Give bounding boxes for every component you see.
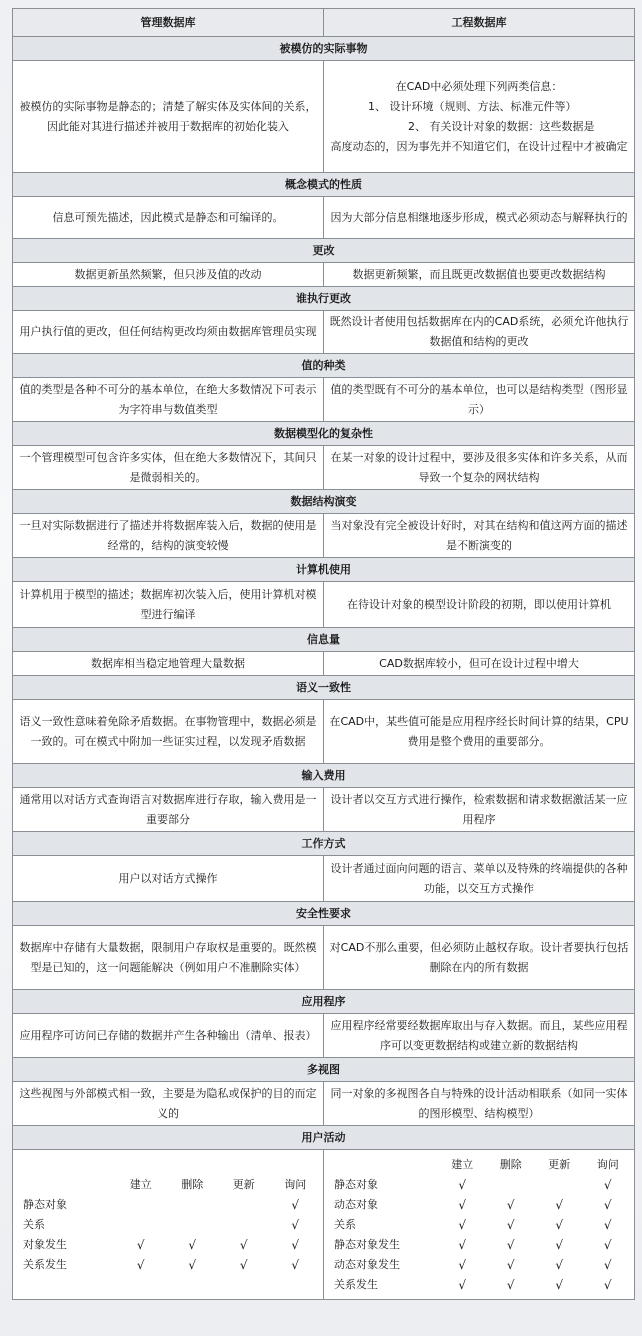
user-activity-column-header: 更新	[232, 1177, 255, 1191]
user-activity-right-table	[326, 1155, 632, 1295]
empty-mark	[167, 1215, 219, 1235]
check-mark-icon: √	[458, 1277, 467, 1292]
check-mark-icon: √	[555, 1197, 564, 1212]
section-title: 数据结构演变	[13, 490, 635, 514]
check-mark-icon: √	[291, 1257, 300, 1272]
section-left-cell: 通常用以对话方式查询语言对数据库进行存取，输入费用是一重要部分	[13, 788, 324, 832]
user-activity-row-label: 关系发生	[23, 1257, 67, 1271]
section-left-cell: 一个管理模型可包含许多实体，但在绝大多数情况下，其间只是微弱相关的。	[13, 446, 324, 490]
user-activity-right	[324, 1150, 635, 1300]
section-right-cell: 数据更新频繁，而且既更改数据值也要更改数据结构	[324, 263, 635, 287]
check-mark-icon: √	[555, 1257, 564, 1272]
user-activity-row-label: 静态对象	[23, 1197, 67, 1211]
check-mark-icon: √	[291, 1217, 300, 1232]
section-right-cell: 既然设计者使用包括数据库在内的CAD系统，必须允许他执行数据值和结构的更改	[324, 311, 635, 354]
user-activity-header-row	[326, 1155, 632, 1175]
header-right: 工程数据库	[324, 9, 635, 37]
check-mark-icon: √	[239, 1237, 248, 1252]
section-right-cell: 在CAD中，某些值可能是应用程序经长时间计算的结果，CPU费用是整个费用的重要部分。	[324, 700, 635, 764]
section-left-cell: 应用程序可访问已存储的数据并产生各种输出（清单、报表）	[13, 1014, 324, 1058]
check-mark-icon: √	[458, 1217, 467, 1232]
table-body	[13, 37, 635, 1300]
user-activity-row-item	[326, 1255, 632, 1275]
check-mark-icon: √	[555, 1217, 564, 1232]
user-activity-row-item	[15, 1235, 321, 1255]
section-title: 输入费用	[13, 764, 635, 788]
check-mark-icon: √	[555, 1277, 564, 1292]
check-mark-icon: √	[458, 1237, 467, 1252]
section-right-cell: 设计者以交互方式进行操作，检索数据和请求数据激活某一应用程序	[324, 788, 635, 832]
user-activity-column-header: 询问	[284, 1177, 307, 1191]
check-mark-icon: √	[555, 1237, 564, 1252]
user-activity-column-header: 询问	[596, 1157, 619, 1171]
user-activity-row-item	[326, 1175, 632, 1195]
check-mark-icon: √	[291, 1237, 300, 1252]
user-activity-row-label: 动态对象	[334, 1197, 378, 1211]
user-activity-corner	[15, 1175, 115, 1195]
check-mark-icon: √	[506, 1217, 515, 1232]
section-title: 数据模型化的复杂性	[13, 422, 635, 446]
section-right-cell: 值的类型既有不可分的基本单位，也可以是结构类型（图形显示）	[324, 378, 635, 422]
user-activity-left	[13, 1150, 324, 1300]
empty-mark	[115, 1215, 167, 1235]
section-right-cell: 在待设计对象的模型设计阶段的初期，即以使用计算机	[324, 582, 635, 628]
check-mark-icon: √	[136, 1257, 145, 1272]
section-title: 应用程序	[13, 990, 635, 1014]
check-mark-icon: √	[506, 1257, 515, 1272]
user-activity-column-header: 建立	[451, 1157, 474, 1171]
user-activity-row-label: 静态对象	[334, 1177, 378, 1191]
empty-mark	[167, 1195, 219, 1215]
user-activity-row-label: 关系发生	[334, 1277, 378, 1291]
section-right-cell: 应用程序经常要经数据库取出与存入数据。而且，某些应用程序可以变更数据结构或建立新的数据结构	[324, 1014, 635, 1058]
user-activity-left-table	[15, 1175, 321, 1275]
section-title-row	[13, 37, 635, 61]
user-activity-right-body	[326, 1155, 632, 1295]
section-right-cell	[324, 61, 635, 173]
empty-mark	[535, 1175, 584, 1195]
check-mark-icon: √	[458, 1257, 467, 1272]
section-left-cell: 被模仿的实际事物是静态的；清楚了解实体及实体间的关系，因此能对其进行描述并被用于数据库的初始化装入	[13, 61, 324, 173]
check-mark-icon: √	[603, 1257, 612, 1272]
section-left-cell: 信息可预先描述，因此模式是静态和可编译的。	[13, 197, 324, 239]
check-mark-icon: √	[188, 1237, 197, 1252]
section-right-cell: 当对象没有完全被设计好时，对其在结构和值这两方面的描述是不断演变的	[324, 514, 635, 558]
check-mark-icon: √	[458, 1177, 467, 1192]
section-right-cell: 在某一对象的设计过程中，要涉及很多实体和许多关系，从而导致一个复杂的网状结构	[324, 446, 635, 490]
user-activity-column-header: 删除	[499, 1157, 522, 1171]
section-right-cell: 设计者通过面向问题的语言、菜单以及特殊的终端提供的各种功能，以交互方式操作	[324, 856, 635, 902]
user-activity-row-item	[326, 1235, 632, 1255]
check-mark-icon: √	[603, 1197, 612, 1212]
section-title: 概念模式的性质	[13, 173, 635, 197]
user-activity-row-item	[326, 1215, 632, 1235]
header-left: 管理数据库	[13, 9, 324, 37]
section-left-cell: 数据更新虽然频繁，但只涉及值的改动	[13, 263, 324, 287]
section-left-cell: 语义一致性意味着免除矛盾数据。在事物管理中，数据必须是一致的。可在模式中附加一些证实过程，以发现矛盾数据	[13, 700, 324, 764]
empty-mark	[218, 1195, 270, 1215]
section-left-cell: 值的类型是各种不可分的基本单位，在绝大多数情况下可表示为字符串与数值类型	[13, 378, 324, 422]
check-mark-icon: √	[291, 1197, 300, 1212]
empty-mark	[487, 1175, 536, 1195]
check-mark-icon: √	[506, 1197, 515, 1212]
check-mark-icon: √	[239, 1257, 248, 1272]
section-title: 语义一致性	[13, 676, 635, 700]
check-mark-icon: √	[506, 1237, 515, 1252]
user-activity-row-label: 动态对象发生	[334, 1257, 400, 1271]
check-mark-icon: √	[458, 1197, 467, 1212]
user-activity-column-header: 建立	[129, 1177, 152, 1191]
section-left-cell: 数据库中存储有大量数据，限制用户存取权是重要的。既然模型是已知的，这一问题能解决（例如用户不准删除实体）	[13, 926, 324, 990]
section-title: 多视图	[13, 1058, 635, 1082]
section-right-line: 1、 设计环境（规则、方法、标准元件等）	[368, 99, 577, 113]
section-title: 更改	[13, 239, 635, 263]
section-title: 安全性要求	[13, 902, 635, 926]
user-activity-row-label: 静态对象发生	[334, 1237, 400, 1251]
check-mark-icon: √	[188, 1257, 197, 1272]
check-mark-icon: √	[136, 1237, 145, 1252]
user-activity-title: 用户活动	[13, 1126, 635, 1150]
header-row	[13, 9, 635, 37]
section-right-line: 在CAD中必须处理下列两类信息：	[395, 79, 563, 93]
section-right-line: 高度动态的，因为事先并不知道它们，在设计过程中才被确定	[330, 139, 628, 153]
empty-mark	[218, 1215, 270, 1235]
section-title: 值的种类	[13, 354, 635, 378]
section-right-cell: 对CAD不那么重要，但必须防止越权存取。设计者要执行包括删除在内的所有数据	[324, 926, 635, 990]
empty-mark	[115, 1195, 167, 1215]
section-title: 谁执行更改	[13, 287, 635, 311]
user-activity-header-row	[15, 1175, 321, 1195]
section-right-cell: 因为大部分信息相继地逐步形成，模式必须动态与解释执行的	[324, 197, 635, 239]
section-left-cell: 这些视图与外部模式相一致，主要是为隐私或保护的目的而定义的	[13, 1082, 324, 1126]
section-content-row	[13, 61, 635, 173]
user-activity-row-label: 关系	[23, 1217, 45, 1231]
user-activity-column-header: 更新	[548, 1157, 571, 1171]
section-left-cell: 一旦对实际数据进行了描述并将数据库装入后，数据的使用是经常的，结构的演变较慢	[13, 514, 324, 558]
user-activity-row-item	[326, 1275, 632, 1295]
user-activity-row	[13, 1150, 635, 1300]
check-mark-icon: √	[603, 1237, 612, 1252]
section-title: 计算机使用	[13, 558, 635, 582]
user-activity-row-label: 关系	[334, 1217, 356, 1231]
check-mark-icon: √	[506, 1277, 515, 1292]
user-activity-column-header: 删除	[181, 1177, 204, 1191]
user-activity-row-item	[15, 1255, 321, 1275]
user-activity-corner	[326, 1155, 438, 1175]
section-left-cell: 数据库相当稳定地管理大量数据	[13, 652, 324, 676]
user-activity-row-item	[15, 1195, 321, 1215]
section-title: 被模仿的实际事物	[13, 37, 635, 61]
section-right-line: 2、 有关设计对象的数据：这些数据是	[408, 119, 595, 133]
section-left-cell: 用户执行值的更改，但任何结构更改均须由数据库管理员实现	[13, 311, 324, 354]
section-title: 信息量	[13, 628, 635, 652]
section-right-cell: CAD数据库较小，但可在设计过程中增大	[324, 652, 635, 676]
check-mark-icon: √	[603, 1277, 612, 1292]
section-right-cell: 同一对象的多视图各自与特殊的设计活动相联系（如同一实体的图形模型、结构模型）	[324, 1082, 635, 1126]
check-mark-icon: √	[603, 1217, 612, 1232]
check-mark-icon: √	[603, 1177, 612, 1192]
user-activity-row-item	[326, 1195, 632, 1215]
user-activity-row-item	[15, 1215, 321, 1235]
user-activity-left-body	[15, 1175, 321, 1275]
section-left-cell: 计算机用于模型的描述；数据库初次装入后，使用计算机对模型进行编译	[13, 582, 324, 628]
section-left-cell: 用户以对话方式操作	[13, 856, 324, 902]
section-title: 工作方式	[13, 832, 635, 856]
comparison-table	[12, 8, 635, 1300]
user-activity-row-label: 对象发生	[23, 1237, 67, 1251]
